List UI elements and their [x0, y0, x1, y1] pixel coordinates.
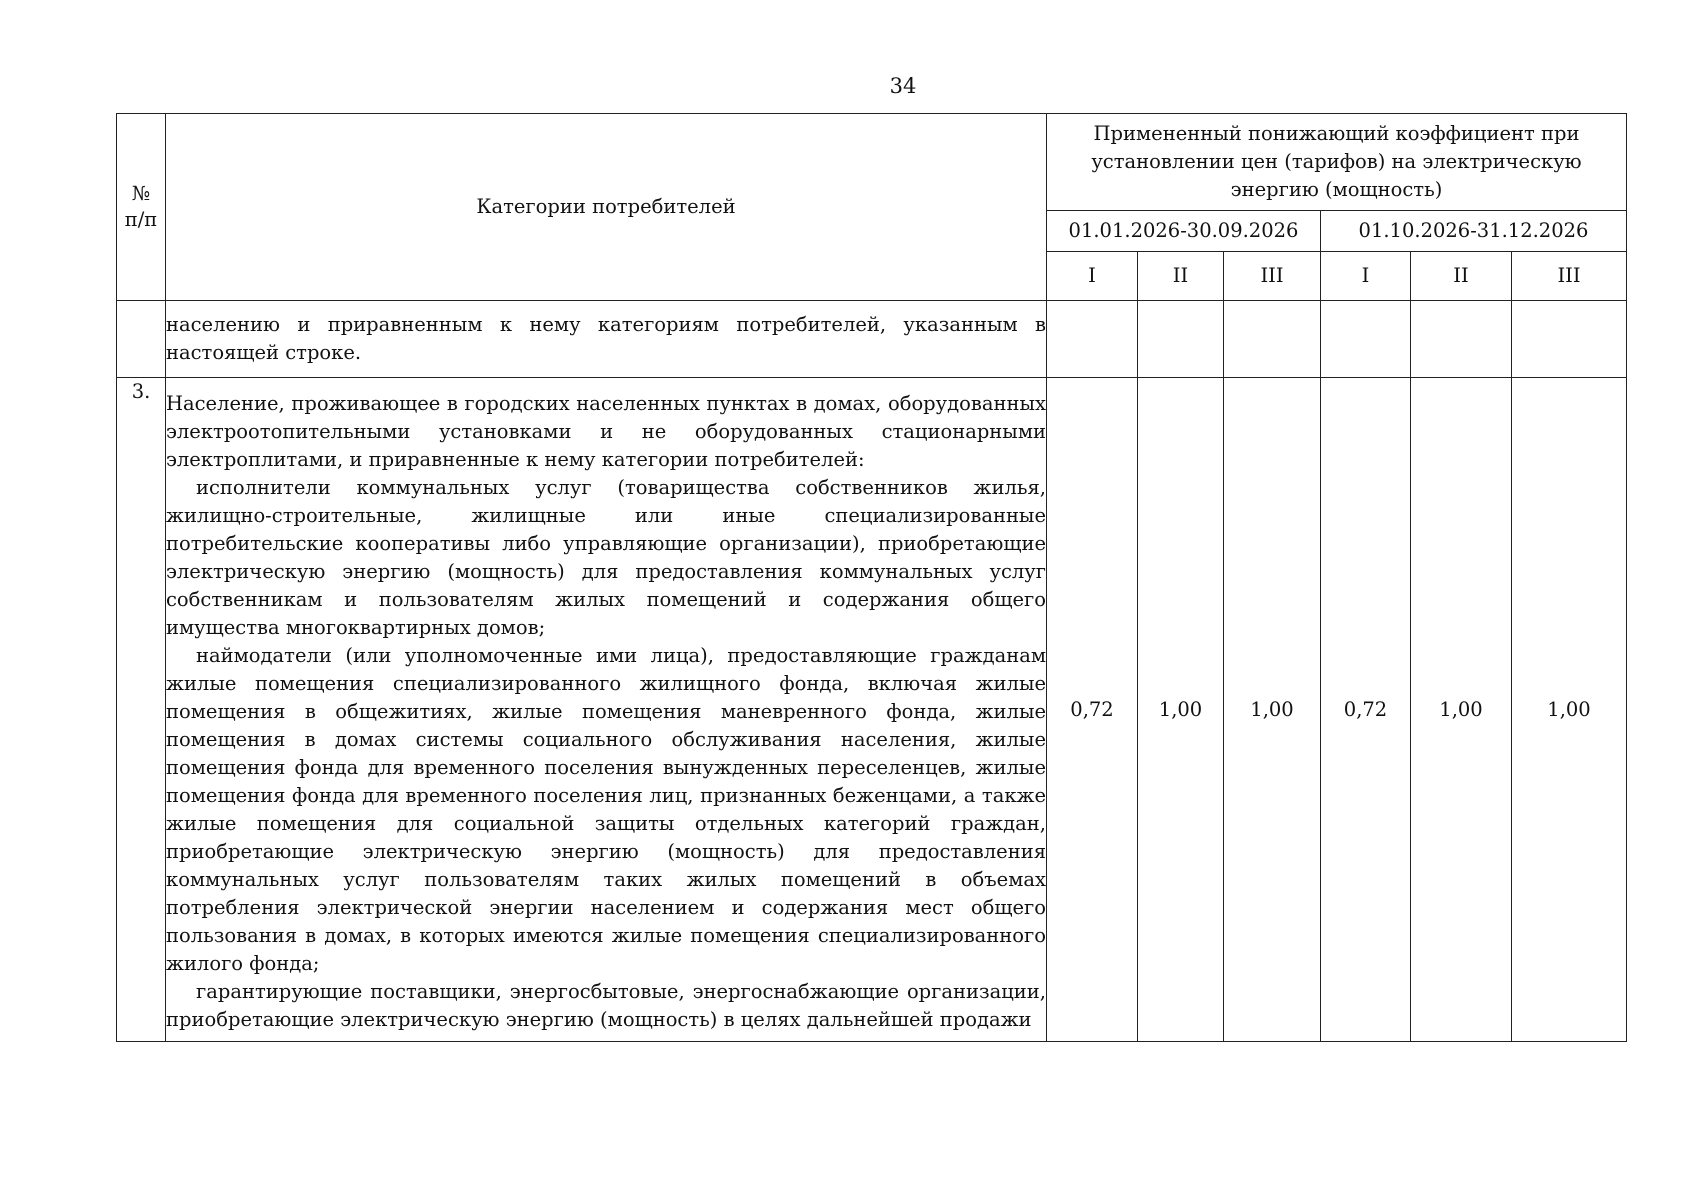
value-cell: 1,00	[1138, 378, 1224, 1042]
value-cell	[1411, 301, 1512, 378]
sub-column-header: III	[1224, 252, 1321, 301]
table-row	[117, 301, 1627, 378]
period-header-1: 01.01.2026-30.09.2026	[1047, 211, 1321, 252]
description-paragraph: гарантирующие поставщики, энергосбытовые, энергоснабжающие организации, приобретающие электрическую энергию (мощность) в целях дальнейшей продажи	[166, 980, 1046, 1031]
sub-column-header: III	[1512, 252, 1627, 301]
value-cell	[1224, 301, 1321, 378]
sub-column-header: II	[1138, 252, 1224, 301]
coefficient-column-header: Примененный понижающий коэффициент при установлении цен (тарифов) на электрическую энергию (мощность)	[1047, 114, 1627, 211]
row-number	[117, 301, 166, 378]
page-number: 34	[889, 74, 917, 98]
table-row	[117, 378, 1627, 1042]
value-cell: 1,00	[1411, 378, 1512, 1042]
description-paragraph: Население, проживающее в городских населенных пунктах в домах, оборудованных электроотопительными установками и не оборудованных стационарными электроплитами, и приравненные к нему категории потребителей:	[166, 392, 1046, 471]
value-cell: 1,00	[1512, 378, 1627, 1042]
category-column-header: Категории потребителей	[166, 114, 1047, 301]
period-header-2: 01.10.2026-31.12.2026	[1321, 211, 1627, 252]
sub-column-header: I	[1047, 252, 1138, 301]
value-cell	[1138, 301, 1224, 378]
value-cell: 0,72	[1321, 378, 1411, 1042]
sub-column-header: I	[1321, 252, 1411, 301]
value-cell	[1321, 301, 1411, 378]
value-cell	[1047, 301, 1138, 378]
value-cell: 0,72	[1047, 378, 1138, 1042]
category-description	[166, 378, 1047, 1042]
coefficient-table	[116, 113, 1627, 1042]
description-paragraph: наймодатели (или уполномоченные ими лица), предоставляющие гражданам жилые помещения специализированного жилищного фонда, включая жилые помещения в общежитиях, жилые помещения маневренного фонда, жилые помещения в домах системы социального обслуживания населения, жилые помещения фонда для временного поселения вынужденных переселенцев, жилые помещения фонда для временного поселения лиц, признанных беженцами, а также жилые помещения для социальной защиты отдельных категорий граждан, приобретающие электрическую энергию (мощность) для предоставления коммунальных услуг пользователям таких жилых помещений в объемах потребления электрической энергии населением и содержания мест общего пользования в домах, в которых имеются жилые помещения специализированного жилого фонда;	[166, 644, 1046, 975]
header-row-1	[117, 114, 1627, 211]
row-number: 3.	[117, 378, 166, 1042]
num-column-header: № п/п	[117, 114, 166, 301]
category-description	[166, 301, 1047, 378]
value-cell: 1,00	[1224, 378, 1321, 1042]
sub-column-header: II	[1411, 252, 1512, 301]
description-paragraph: исполнители коммунальных услуг (товарищества собственников жилья, жилищно-строительные, жилищные или иные специализированные потребительские кооперативы либо управляющие организации), приобретающие электрическую энергию (мощность) для предоставления коммунальных услуг собственникам и пользователям жилых помещений и содержания общего имущества многоквартирных домов;	[166, 476, 1046, 639]
value-cell	[1512, 301, 1627, 378]
description-paragraph: населению и приравненным к нему категориям потребителей, указанным в настоящей строке.	[166, 313, 1046, 364]
